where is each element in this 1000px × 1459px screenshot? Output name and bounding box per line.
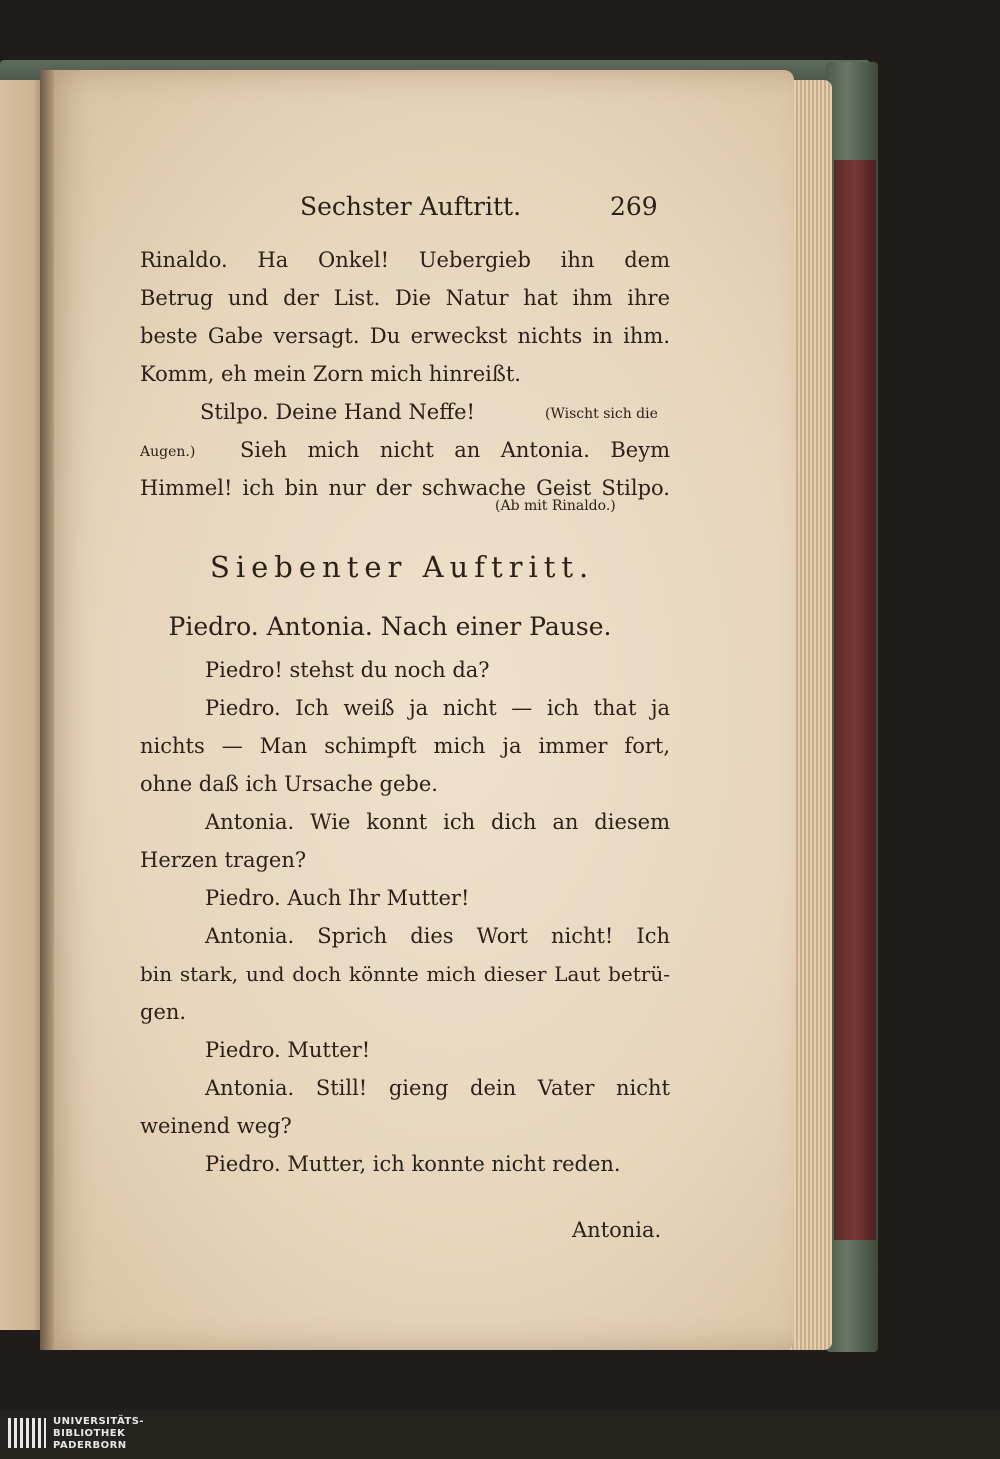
text-line: gen. [140, 1000, 187, 1024]
text-line: weinend weg? [140, 1114, 292, 1138]
catchword: Antonia. [572, 1218, 662, 1242]
scene-heading: Siebenter Auftritt. [210, 550, 595, 584]
library-name-line: PADERBORN [53, 1440, 127, 1451]
library-footer [0, 1410, 1000, 1459]
text-line: Piedro. Auch Ihr Mutter! [205, 886, 470, 910]
book-cover-board [834, 160, 876, 1240]
library-name-line: BIBLIOTHEK [53, 1428, 126, 1439]
text-line: Antonia. Wie konnt ich dich an diesem [205, 810, 670, 834]
scene-characters: Piedro. Antonia. Nach einer Pause. [168, 612, 612, 641]
text-line: Piedro. Ich weiß ja nicht — ich that ja [205, 696, 670, 720]
text-line: Piedro! stehst du noch da? [205, 658, 490, 682]
text-line: Himmel! ich bin nur der schwache Geist Stilpo. [140, 476, 670, 500]
text-line: Rinaldo. Ha Onkel! Uebergieb ihn dem [140, 248, 670, 272]
running-header: Sechster Auftritt. [300, 192, 522, 221]
text-line: Sieh mich nicht an Antonia. Beym [240, 438, 670, 462]
text-line: Herzen tragen? [140, 848, 307, 872]
text-line: ohne daß ich Ursache gebe. [140, 772, 438, 796]
stage-direction: Augen.) [140, 444, 196, 460]
text-line: nichts — Man schimpft mich ja immer fort, [140, 734, 670, 758]
text-line: Piedro. Mutter! [205, 1038, 371, 1062]
library-name-line: UNIVERSITÄTS- [53, 1416, 145, 1427]
text-line: bin stark, und doch könnte mich dieser Laut betrü- [140, 962, 670, 986]
text-line: Betrug und der List. Die Natur hat ihm ihre [140, 286, 670, 310]
text-line: Komm, eh mein Zorn mich hinreißt. [140, 362, 521, 386]
stage-direction: (Ab mit Rinaldo.) [495, 498, 616, 514]
library-logo-icon [8, 1418, 46, 1448]
text-line: Antonia. Still! gieng dein Vater nicht [205, 1076, 670, 1100]
text-line: Stilpo. Deine Hand Neffe! [200, 400, 475, 424]
text-line: beste Gabe versagt. Du erweckst nichts in ihm. [140, 324, 670, 348]
book-gutter [40, 70, 54, 1350]
text-line: Antonia. Sprich dies Wort nicht! Ich [205, 924, 670, 948]
stage-direction: (Wischt sich die [545, 406, 658, 422]
text-line: Piedro. Mutter, ich konnte nicht reden. [205, 1152, 621, 1176]
page-number: 269 [610, 192, 658, 221]
library-name [53, 1416, 144, 1452]
